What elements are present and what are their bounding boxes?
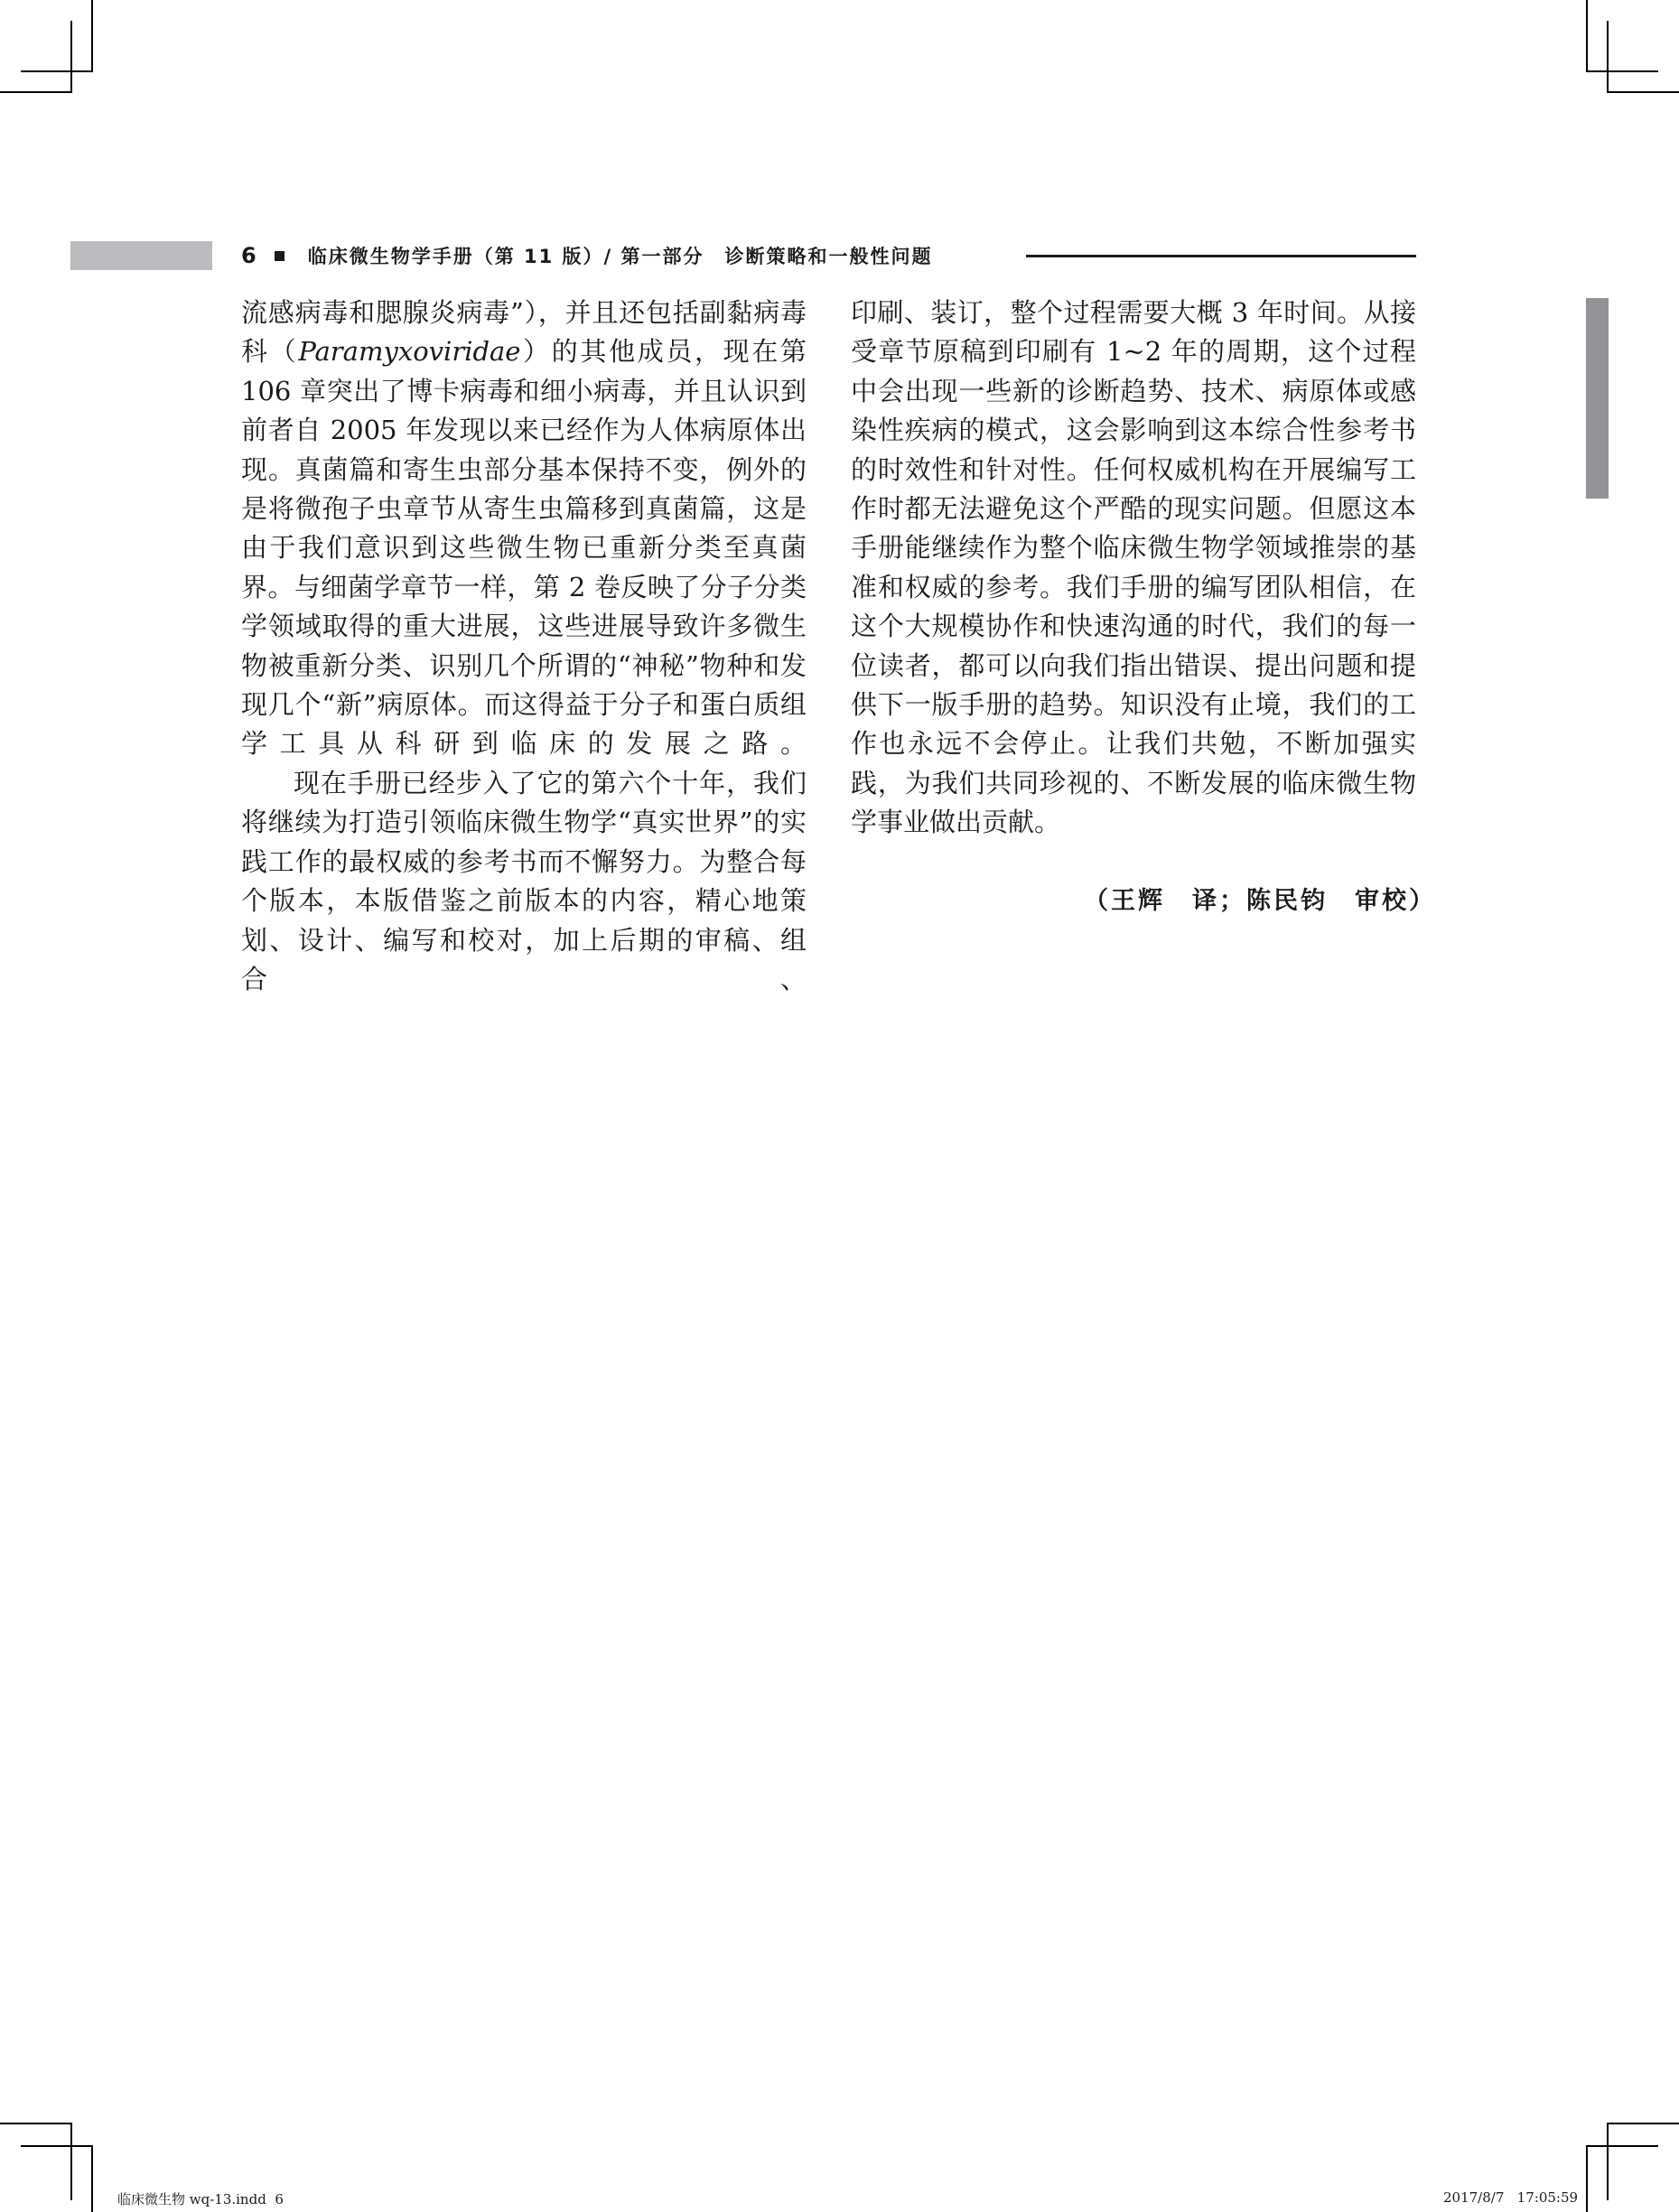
crop-mark-bottom-right-v1 [1607,2123,1609,2200]
paragraph-1-text-b: ）的其他成员，现在第 106 章突出了博卡病毒和细小病毒，并且认识到前者自 2005 年发现以来已经作为人体病原体出现。真菌篇和寄生虫部分基本保持不变，例外的是将微孢子虫章节从寄生虫篇移到真菌篇，这是由于我们意识到这些微生物已重新分类至真菌界。与细菌学章节一样，第 2 卷反映了分子分类学领域取得的重大进展，这些进展导致许多微生物被重新分类、识别几个所谓的“神秘”物种和发现几个“新”病原体。而这得益于分子和蛋白质组学工具从科研到临床的发展之路。 [241,336,807,760]
footer-timestamp: 2017/8/7 17:05:59 [1443,2189,1579,2206]
left-column [241,294,807,999]
running-header [241,240,933,271]
footer-file-label: 临床微生物 wq-13.indd 6 [117,2191,284,2207]
crop-mark-bottom-left-v2 [91,2145,93,2212]
paragraph-2: 现在手册已经步入了它的第六个十年，我们将继续为打造引领临床微生物学“真实世界”的实践工作的最权威的参考书而不懈努力。为整合每个版本，本版借鉴之前版本的内容，精心地策划、设计、编写和校对，加上后期的审稿、组合、 [241,767,807,994]
page-number: 6 [241,243,257,268]
paragraph-1 [241,294,807,764]
crop-mark-top-right-v2 [1607,21,1609,93]
crop-mark-bottom-left-h1 [0,2123,72,2124]
running-title: 临床微生物学手册（第 11 版）/ 第一部分 诊断策略和一般性问题 [307,246,933,267]
translator-attribution: （王辉 译；陈民钧 审校） [1084,887,1436,915]
header-gray-block [70,241,212,270]
header-rule [1026,255,1416,257]
crop-mark-bottom-right-h2 [1586,2145,1658,2147]
paragraph-2-continued: 印刷、装订，整个过程需要大概 3 年时间。从接受章节原稿到印刷有 1~2 年的周期，这个过程中会出现一些新的诊断趋势、技术、病原体或感染性疾病的模式，这会影响到这本综合性参考书的时效性和针对性。任何权威机构在开展编写工作时都无法避免这个严酷的现实问题。但愿这本手册能继续作为整个临床微生物学领域推崇的基准和权威的参考。我们手册的编写团队相信，在这个大规模协作和快速沟通的时代，我们的每一位读者，都可以向我们指出错误、提出问题和提供下一版手册的趋势。知识没有止境，我们的工作也永远不会停止。让我们共勉，不断加强实践，为我们共同珍视的、不断发展的临床微生物学事业做出贡献。 [851,297,1416,838]
crop-mark-bottom-left-h2 [21,2145,93,2147]
crop-mark-top-left-v1 [91,0,93,72]
crop-mark-bottom-right-v2 [1586,2145,1588,2212]
square-bullet-icon [275,251,284,261]
paragraph-1-text-a: 流感病毒和腮腺炎病毒”），并且还包括副黏病毒科（ [241,297,807,368]
crop-mark-bottom-left-v1 [70,2123,72,2200]
chapter-thumb-tab [1586,298,1609,499]
crop-mark-top-right-v1 [1586,0,1588,72]
crop-mark-top-left-h2 [0,91,72,93]
crop-mark-top-right-h2 [1607,91,1679,93]
crop-mark-top-left-h1 [21,70,93,72]
crop-mark-top-left-v2 [70,21,72,93]
crop-mark-bottom-right-h1 [1607,2123,1679,2124]
crop-mark-top-right-h1 [1586,70,1658,72]
taxon-name-italic: Paramyxoviridae [298,336,521,368]
right-column [851,294,1416,843]
